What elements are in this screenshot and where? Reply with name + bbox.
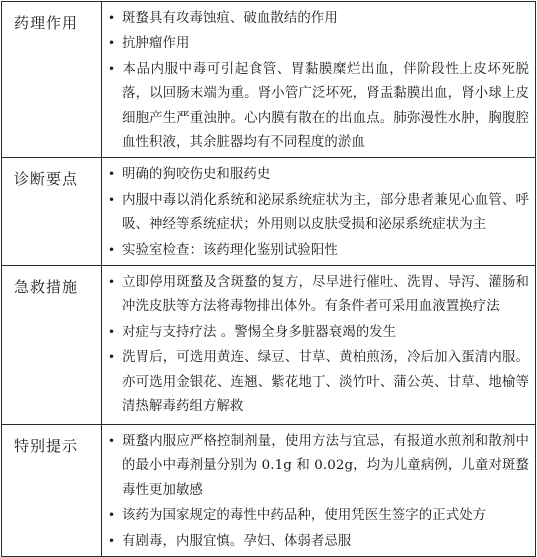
- bullet-icon: •: [108, 324, 116, 339]
- list-item-text: 抗肿瘤作用: [122, 36, 190, 52]
- list-item-text: 本品内服中毒可引起食管、胃黏膜糜烂出血，伴阶段性上皮坏死脱落，以回肠末端为重。肾小管广泛坏死，肾盂黏膜出血，肾小球上皮细胞产生严重浊肿。心内膜有散在的出血点。肺弥漫性水肿，胸腹腔血性积液，其余脏器均有不同程度的淤血: [122, 61, 529, 151]
- bullet-icon: •: [108, 61, 116, 76]
- row-label: 药理作用: [14, 14, 79, 32]
- row-label: 急救措施: [14, 278, 79, 297]
- row-label-cell: [2, 266, 102, 425]
- bullet-icon: •: [108, 533, 116, 548]
- table-row-pharmacology: [2, 2, 536, 158]
- row-content-cell: [102, 158, 536, 266]
- row-label: 特别提示: [14, 437, 79, 456]
- table-row-emergency: [2, 266, 536, 425]
- list-item-text: 有剧毒，内服宜慎。孕妇、体弱者忌服: [122, 533, 352, 549]
- list-item: [108, 503, 529, 528]
- bullet-icon: •: [108, 167, 116, 182]
- list-item-text: 洗胃后，可选用黄连、绿豆、甘草、黄柏煎汤，冷后加入蛋清内服。亦可选用金银花、连翘、紫花地丁、淡竹叶、蒲公英、甘草、地榆等清热解毒药组方解救: [122, 350, 529, 415]
- row-content-cell: [102, 425, 536, 557]
- table-row-special-notes: [2, 425, 536, 557]
- list-item: [108, 162, 529, 187]
- list-item: [108, 238, 529, 263]
- list-item-text: 对症与支持疗法 。警惕全身多脏器衰竭的发生: [122, 324, 397, 340]
- table-row-diagnosis: [2, 158, 536, 266]
- list-item: [108, 6, 529, 31]
- list-item: [108, 57, 529, 156]
- list-item-text: 斑蝥具有攻毒蚀疽、破血散结的作用: [122, 11, 338, 26]
- list-item-text: 斑蝥内服应严格控制剂量，使用方法与宜忌，有报道水煎剂和散剂中的最小中毒剂量分别为 0.1g 和 0.02g，均为儿童病例，儿童对斑蝥毒性更加敏感: [122, 434, 529, 498]
- drug-info-table: [1, 1, 536, 557]
- row-label: 诊断要点: [14, 170, 79, 189]
- list-item: [108, 270, 529, 320]
- row-label-cell: [2, 425, 102, 557]
- list-item-text: 实验室检查：该药理化鉴别试验阳性: [122, 242, 338, 258]
- row-label-cell: [2, 158, 102, 266]
- list-item-text: 该药为国家规定的毒性中药品种，使用凭医生签字的正式处方: [122, 508, 487, 524]
- list-item: [108, 320, 529, 345]
- list-item: [108, 429, 529, 503]
- bullet-icon: •: [108, 508, 116, 523]
- bullet-icon: •: [108, 36, 116, 51]
- bullet-icon: •: [108, 434, 116, 449]
- list-item-text: 内服中毒以消化系统和泌尿系统症状为主，部分患者兼见心血管、呼吸、神经等系统症状；外用则以皮肤受损和泌尿系统症状为主: [122, 192, 529, 233]
- list-item-text: 立即停用斑蝥及含斑蝥的复方，尽早进行催吐、洗胃、导泻、灌肠和冲洗皮肤等方法将毒物排出体外。有条件者可采用血液置换疗法: [122, 275, 529, 315]
- list-item: [108, 529, 529, 554]
- list-item: [108, 188, 529, 238]
- row-label-cell: [2, 2, 102, 158]
- list-item-text: 明确的狗咬伤史和服药史: [122, 167, 271, 183]
- bullet-icon: •: [108, 192, 116, 207]
- list-item: [108, 345, 529, 419]
- row-content-cell: [102, 2, 536, 158]
- bullet-icon: •: [108, 275, 116, 290]
- list-item: [108, 31, 529, 56]
- bullet-icon: •: [108, 11, 116, 25]
- bullet-icon: •: [108, 242, 116, 257]
- row-content-cell: [102, 266, 536, 425]
- bullet-icon: •: [108, 350, 116, 365]
